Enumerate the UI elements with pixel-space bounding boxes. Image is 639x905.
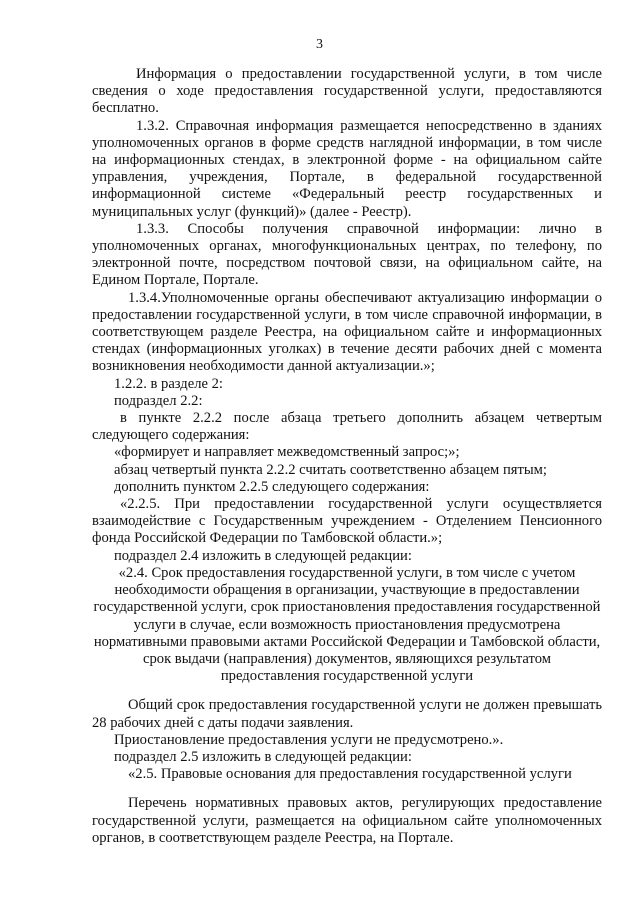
document-body — [92, 66, 602, 847]
paragraph-item-2-2-2: в пункте 2.2.2 после абзаца третьего дополнить абзацем четвертым следующего содержания: — [92, 410, 602, 444]
paragraph-renumber: абзац четвертый пункта 2.2.2 считать соответственно абзацем пятым; — [114, 461, 547, 478]
paragraph-subsection-2-4: подраздел 2.4 изложить в следующей редакции: — [114, 547, 412, 564]
paragraph-legal-acts-list: Перечень нормативных правовых актов, регулирующих предоставление государственной услуги, размещается на официальном сайте уполномоченных органов, в соответствующем разделе Реестра, на Портале. — [92, 795, 602, 846]
paragraph-info-free: Информация о предоставлении государственной услуги, в том числе сведения о ходе предоставления государственной услуги, предоставляются бесплатно. — [92, 66, 602, 117]
paragraph-subsection-2-5: подраздел 2.5 изложить в следующей редакции: — [114, 748, 412, 765]
paragraph-1-3-4: 1.3.4.Уполномоченные органы обеспечивают актуализацию информации о предоставлении государственной услуги, в том числе справочной информации, в соответствующем разделе Реестра, на официальном сайте и информационных стендах (информационных уголках) в течение десяти рабочих дней с момента возникновения необходимости данной актуализации.»; — [92, 289, 602, 375]
paragraph-1-3-3: 1.3.3. Способы получения справочной информации: лично в уполномоченных органах, многофункциональных центрах, по телефону, по электронной почте, посредством почтовой связи, на официальном сайте, на Едином Портале, Портале. — [92, 220, 602, 289]
paragraph-add-2-2-5: дополнить пунктом 2.2.5 следующего содержания: — [114, 478, 430, 495]
paragraph-total-term: Общий срок предоставления государственной услуги не должен превышать 28 рабочих дней с даты подачи заявления. — [92, 697, 602, 731]
paragraph-1-3-2: 1.3.2. Справочная информация размещается непосредственно в зданиях уполномоченных органов в форме средств наглядной информации, в том числе на информационных стендах, в электронной форме - на официальном сайте управления, учреждения, Портале, в федеральной государственной информационной системе «Федеральный реестр государственных и муниципальных услуг (функций)» (далее - Реестр). — [92, 117, 602, 220]
paragraph-2-4-heading: «2.4. Срок предоставления государственной услуги, в том числе с учетом необходимости обращения в организации, участвующие в предоставлении государственной услуги, срок приостановления предоставления государственной услуги в случае, если возможность приостановления предусмотрена нормативными правовыми актами Российской Федерации и Тамбовской области, срок выдачи (направления) документов, являющихся результатом предоставления государственной услуги — [93, 564, 601, 685]
paragraph-subsection-2-2: подраздел 2.2: — [114, 392, 203, 409]
paragraph-2-5-heading: «2.5. Правовые основания для предоставления государственной услуги — [128, 766, 572, 783]
paragraph-2-2-5: «2.2.5. При предоставлении государственной услуги осуществляется взаимодействие с Государственным учреждением - Отделением Пенсионного фонда Российской Федерации по Тамбовской области.»; — [92, 496, 602, 547]
page-number: 3 — [316, 37, 323, 52]
paragraph-1-2-2: 1.2.2. в разделе 2: — [114, 375, 223, 392]
paragraph-quote-request: «формирует и направляет межведомственный запрос;»; — [114, 444, 460, 461]
spacer — [92, 685, 602, 697]
paragraph-no-suspension: Приостановление предоставления услуги не предусмотрено.». — [114, 731, 504, 748]
spacer — [92, 783, 602, 795]
